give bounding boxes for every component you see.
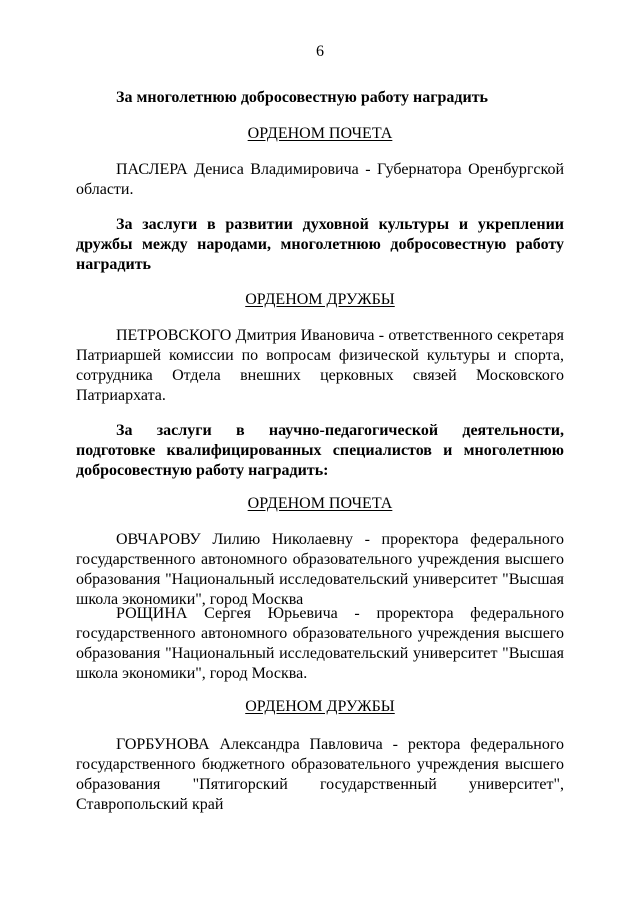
section-3-recipient-1: ОВЧАРОВУ Лилию Николаевну - проректора федерального государственного автономного образовательного учреждения высшего образования "Национальный исследовательский университет "Высшая школа экономики", город Москва xyxy=(76,531,564,608)
section-4-award-heading xyxy=(76,697,564,717)
award-title: ОРДЕНОМ ПОЧЕТА xyxy=(247,495,393,512)
section-2-recipient-1: ПЕТРОВСКОГО Дмитрия Ивановича - ответственного секретаря Патриаршей комиссии по вопросам физической культуры и спорта, сотрудника Отдела внешних церковных связей Московского Патриархата. xyxy=(76,327,564,404)
page-number: 6 xyxy=(316,43,324,60)
section-1-award-heading xyxy=(76,124,564,144)
section-2-award-heading xyxy=(76,290,564,310)
section-2-intro: За заслуги в развитии духовной культуры и укреплении дружбы между народами, многолетнюю добросовестную работу наградить xyxy=(76,216,564,273)
section-3-recipient-2: РОЩИНА Сергея Юрьевича - проректора федерального государственного автономного образовательного учреждения высшего образования "Национальный исследовательский университет "Высшая школа экономики", город Москва. xyxy=(76,605,564,682)
section-1-recipient-1: ПАСЛЕРА Дениса Владимировича - Губернатора Оренбургской области. xyxy=(76,161,564,198)
section-3-intro: За заслуги в научно-педагогической деятельности, подготовке квалифицированных специалистов и многолетнюю добросовестную работу наградить: xyxy=(76,422,564,479)
section-1-intro: За многолетнюю добросовестную работу наградить xyxy=(116,89,489,106)
award-title: ОРДЕНОМ ПОЧЕТА xyxy=(247,125,393,142)
award-title: ОРДЕНОМ ДРУЖБЫ xyxy=(245,698,395,715)
section-4-recipient-1: ГОРБУНОВА Александра Павловича - ректора федерального государственного бюджетного образовательного учреждения высшего образования "Пятигорский государственный университет", Ставропольский край xyxy=(76,736,564,813)
award-title: ОРДЕНОМ ДРУЖБЫ xyxy=(245,291,395,308)
section-3-award-heading xyxy=(76,494,564,514)
